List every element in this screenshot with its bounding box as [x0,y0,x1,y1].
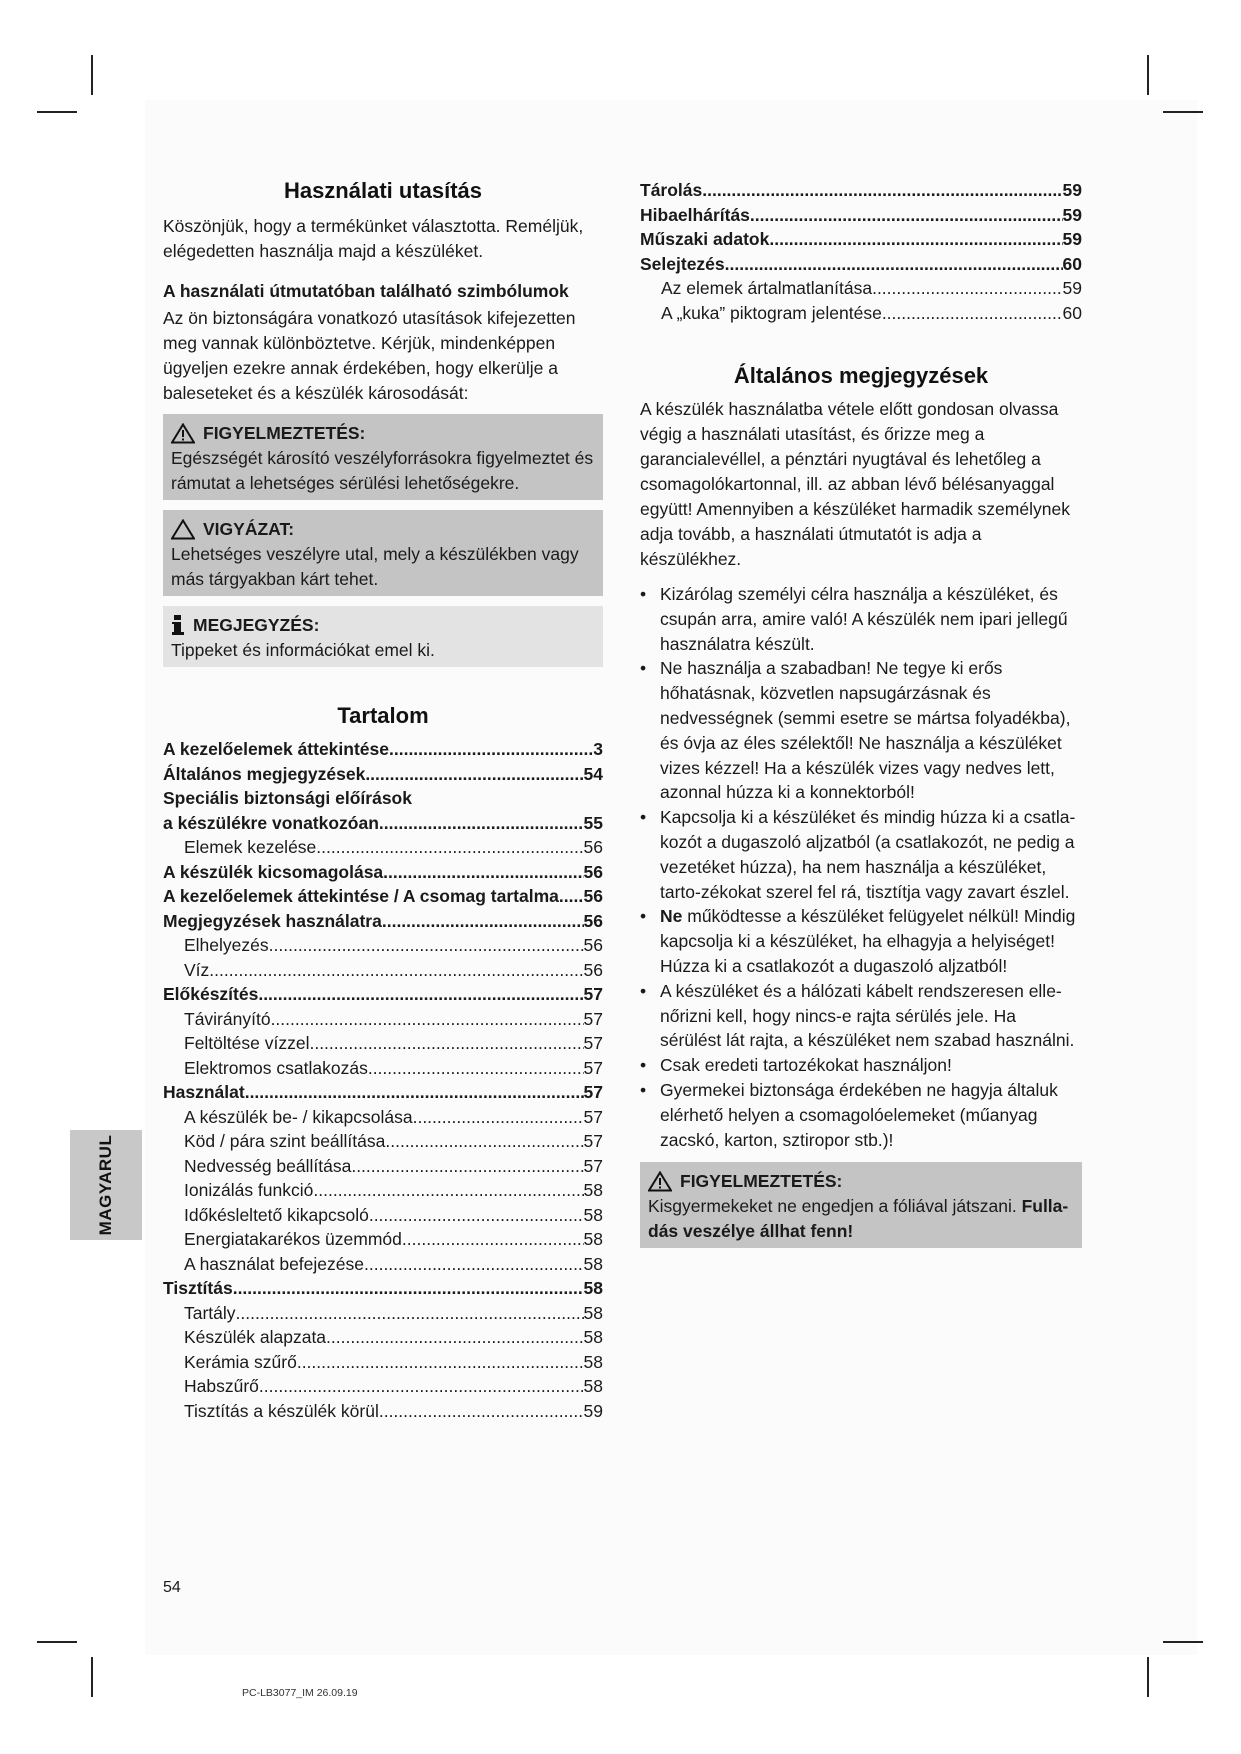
general-notes-text: A készülék használatba vétele előtt gondosan olvassa végig a használati utasítást, és őrizze meg a garancialevéllel, a pénztári nyugtával és lehetőleg a csomagolókartonnal, ill. az abban lévő bélésanyaggal együtt! Amennyiben a készüléket harmadik személynek adja tovább, a használati útmutatót is adja a készülékhez. [640,399,1070,569]
symbols-heading: A használati útmutatóban található szimbólumok [163,281,569,301]
left-column [163,178,603,1423]
toc-leader-dots [209,958,583,983]
toc-leader-dots [309,1031,583,1056]
toc-entry [640,276,1082,301]
toc-entry [163,1129,603,1154]
toc-entry [163,909,603,934]
toc-entry-label: A készülék be- / kikapcsolása [184,1106,413,1127]
toc-entry-page: 3 [593,739,603,759]
toc-entry-page: 58 [583,1204,603,1225]
toc-leader-dots [245,1080,584,1105]
toc-entry-label: Használat [163,1082,245,1102]
toc-entry [163,958,603,983]
toc-entry-page: 57 [583,1057,603,1078]
toc-entry-label: Időkésleltető kikapcsoló [184,1204,369,1225]
bullet-bold-word: Ne [660,906,683,927]
crop-mark [37,1641,77,1643]
toc-entry-page: 59 [1062,180,1082,200]
toc-leader-dots [233,1276,584,1301]
toc-entry-page: 58 [583,1376,603,1396]
toc-entry-page: 58 [583,1180,603,1200]
toc-entry [640,252,1082,277]
toc-entry-page: 57 [583,1008,603,1029]
toc-entry-page: 56 [583,910,603,931]
toc-entry-label: Tárolás [640,180,703,200]
bullet-item: • Kapcsolja ki a készüléket és mindig húzza ki a csatla-kozót a dugaszoló aljzatból (a csatlakozót, ne pedig a vezetéket húzza), ha nem használja a készüléket, tarto-zékokat szerel fel rá, tisztítja vagy zavart észlel. [640,805,1082,904]
toc-entry-page: 55 [583,812,603,833]
toc-entry [163,1031,603,1056]
toc-entry-page: 57 [583,1082,603,1102]
toc-entry [163,1301,603,1326]
warning-text-normal: Kisgyermekeket ne engedjen a fóliával játszani. [648,1196,1022,1217]
toc-entry [163,737,603,762]
page-title: Használati utasítás [283,178,483,203]
toc-entry-label: Hibaelhárítás [640,204,750,225]
toc-entry-page: 58 [583,1278,603,1298]
bullet-item: • Kizárólag személyi célra használja a készüléket, és csupán arra, amire való! A készülék nem ipari jellegű használatra készült. [640,582,1082,656]
intro-text: Köszönjük, hogy a termékünket választotta. Reméljük, elégedetten használja majd a készüléket. [163,216,584,261]
toc-entry [163,982,603,1007]
bullet-item: • Ne használja a szabadban! Ne tegye ki erős hőhatásnak, közvetlen napsugárzásnak és nedvességnek (semmi esetre se mártsa folyadékba), és óvja az éles szélektől! Ne használja a készüléket vizes kézzel! Ha a készülék vizes vagy nedves lett, azonnal húzza ki a konnektorból! [640,656,1082,805]
toc-leader-dots [364,1252,584,1277]
toc-entry-label: Készülék alapzata [184,1327,327,1347]
toc-entry-page: 57 [583,1033,603,1053]
toc-entry-page: 58 [583,1229,603,1249]
toc-list-left-b [163,811,603,1424]
toc-entry-page: 59 [1062,229,1082,249]
toc-leader-dots [769,227,1062,252]
right-column [640,178,1082,1248]
toc-entry-label: Általános megjegyzések [163,763,366,784]
warning-text: Egészségét károsító veszélyforrásokra figyelmeztet és rámutat a lehetséges sérülési lehetőségekre. [171,448,594,493]
toc-leader-dots [559,884,584,909]
warning-box-right [640,1162,1082,1248]
toc-leader-dots [750,203,1063,228]
toc-entry-page: 58 [583,1253,603,1274]
toc-leader-dots [379,811,584,836]
toc-entry [163,1105,603,1130]
language-side-tab [70,1130,142,1240]
crop-mark [91,55,93,95]
caution-title: VIGYÁZAT: [203,519,295,539]
toc-entry-label: Tisztítás [163,1278,233,1298]
page-number: 54 [163,1579,181,1596]
toc-entry [163,1227,603,1252]
toc-leader-dots [351,1154,583,1179]
toc-leader-dots [326,1325,583,1350]
toc-leader-dots [882,301,1063,326]
info-icon [171,614,185,636]
toc-leader-dots [413,1105,584,1130]
safety-bullet-list [640,582,1082,1152]
toc-leader-dots [872,276,1062,301]
toc-entry-label: A kezelőelemek áttekintése [163,739,389,759]
warning-triangle-icon [648,1171,672,1192]
bullet-item [640,904,1082,978]
toc-leader-dots [383,860,583,885]
toc-entry-page: 59 [1062,278,1082,298]
note-title: MEGJEGYZÉS: [193,615,320,635]
crop-mark [91,1657,93,1697]
warning-triangle-icon [171,423,195,444]
toc-entry [640,301,1082,326]
warning-box [163,414,603,500]
toc-leader-dots [702,178,1062,203]
toc-entry-label: Kerámia szűrő [184,1351,297,1372]
toc-entry-page: 58 [583,1327,603,1347]
toc-entry [640,203,1082,228]
toc-entry-label: Selejtezés [640,253,725,274]
toc-entry-label: A „kuka” piktogram jelentése [661,302,882,323]
toc-entry [163,860,603,885]
toc-leader-dots [258,982,583,1007]
toc-leader-dots [389,737,593,762]
toc-leader-dots [313,1178,583,1203]
caution-box [163,510,603,596]
toc-leader-dots [382,909,584,934]
toc-entry-page: 57 [583,984,603,1004]
toc-entry [163,1350,603,1375]
bullet-text: működtesse a készüléket felügyelet nélkül! Mindig kapcsolja ki a készüléket, ha elhagyja a helyiséget! Húzza ki a csatlakozót a dugaszoló aljzatból! [660,906,1076,976]
caution-text: Lehetséges veszélyre utal, mely a készülékben vagy más tárgyakban kárt tehet. [171,544,579,589]
crop-mark [37,111,77,113]
symbols-text: Az ön biztonságára vonatkozó utasítások kifejezetten meg vannak különböztetve. Kérjük, mindenképpen ügyeljen ezekre annak érdekében, hogy elkerülje a baleseteket és a készülék károsodását: [163,308,576,403]
toc-entry-label: Ionizálás funkció [184,1180,314,1200]
toc-entry [163,835,603,860]
toc-entry-page: 57 [583,1131,603,1151]
toc-entry-page: 60 [1062,253,1082,274]
toc-entry [163,1056,603,1081]
warning-title: FIGYELMEZTETÉS: [680,1171,843,1192]
language-label: MAGYARUL [96,1134,115,1236]
toc-leader-dots [385,1129,583,1154]
toc-entry-label: Elektromos csatlakozás [184,1057,368,1078]
toc-entry-label: Az elemek ártalmatlanítása [661,278,873,298]
toc-entry [163,1252,603,1277]
toc-entry [163,1080,603,1105]
toc-entry-label: Köd / pára szint beállítása [184,1131,386,1151]
crop-mark [1147,1657,1149,1697]
toc-entry [163,884,603,909]
toc-entry-label: A kezelőelemek áttekintése / A csomag tartalma [163,886,559,906]
toc-entry-label: Energiatakarékos üzemmód [184,1229,402,1249]
toc-leader-dots [402,1227,584,1252]
toc-entry-label: Megjegyzések használatra [163,910,382,931]
toc-list-left-a [163,737,603,786]
toc-entry-page: 59 [1062,204,1082,225]
toc-leader-dots [269,933,584,958]
toc-entry [640,178,1082,203]
warning-text [648,1194,1074,1244]
toc-entry-page: 54 [583,763,603,784]
toc-entry [163,1276,603,1301]
toc-entry-label: Nedvesség beállítása [184,1155,352,1176]
general-notes-title: Általános megjegyzések [733,363,989,388]
toc-entry-page: 56 [583,959,603,980]
toc-entry [163,1399,603,1424]
toc-leader-dots [236,1301,584,1326]
footer-code: PC-LB3077_IM 26.09.19 [242,1687,358,1699]
toc-entry-label: Feltöltése vízzel [184,1033,310,1053]
toc-entry-label: A használat befejezése [184,1253,364,1274]
toc-leader-dots [369,1203,584,1228]
toc-entry-page: 57 [583,1106,603,1127]
toc-entry [163,1154,603,1179]
crop-mark [1163,1641,1203,1643]
toc-entry-page: 57 [583,1155,603,1176]
toc-leader-dots [379,1399,584,1424]
toc-entry-page: 59 [583,1400,603,1421]
toc-entry-label: Habszűrő [184,1376,259,1396]
toc-entry [163,933,603,958]
toc-entry [163,1178,603,1203]
warning-title: FIGYELMEZTETÉS: [203,423,366,443]
toc-leader-dots [365,762,583,787]
toc-entry [640,227,1082,252]
toc-entry-label: Elhelyezés [184,935,269,955]
bullet-item: • Gyermekei biztonsága érdekében ne hagyja általuk elérhető helyen a csomagolóelemeket (műanyag zacskó, karton, sztiropor stb.)! [640,1078,1082,1152]
caution-triangle-icon [171,519,195,540]
toc-leader-dots [259,1374,584,1399]
toc-leader-dots [316,835,583,860]
note-box [163,606,603,667]
toc-entry-label: Speciális biztonsági előírások [163,788,412,808]
toc-entry [163,762,603,787]
bullet-item: • A készüléket és a hálózati kábelt rendszeresen elle-nőrizni kell, hogy nincs-e rajta sérülés jele. Ha sérülést lát rajta, a készüléket nem szabad használni. [640,979,1082,1053]
toc-entry-label: Műszaki adatok [640,229,770,249]
toc-leader-dots [368,1056,584,1081]
toc-entry-label: Elemek kezelése [184,837,317,857]
toc-entry-label: Víz [184,959,210,980]
toc-entry-page: 56 [583,886,603,906]
toc-entry-label: Előkészítés [163,984,259,1004]
toc-entry [163,1007,603,1032]
toc-entry-page: 60 [1062,302,1082,323]
toc-list-right [640,178,1082,325]
toc-entry [163,1325,603,1350]
note-text: Tippeket és információkat emel ki. [171,640,435,660]
toc-entry-label: a készülékre vonatkozóan [163,812,379,833]
toc-entry-page: 56 [583,935,603,955]
toc-title: Tartalom [337,703,429,728]
toc-entry-page: 58 [583,1351,603,1372]
toc-entry [163,1203,603,1228]
toc-entry-label: Távirányító [184,1008,271,1029]
toc-entry-page: 56 [583,837,603,857]
toc-entry-page: 56 [583,861,603,882]
crop-mark [1163,111,1203,113]
toc-entry [163,811,603,836]
crop-mark [1147,55,1149,95]
toc-entry-label: Tisztítás a készülék körül [184,1400,379,1421]
toc-leader-dots [725,252,1063,277]
toc-leader-dots [271,1007,584,1032]
toc-entry-label: A készülék kicsomagolása [163,861,384,882]
toc-entry-page: 58 [583,1302,603,1323]
toc-entry-label: Tartály [184,1302,236,1323]
bullet-item: • Csak eredeti tartozékokat használjon! [640,1053,1082,1078]
toc-leader-dots [297,1350,584,1375]
warning-text-bold: Fulla-dás veszélye állhat fenn! [648,1196,1069,1242]
toc-entry [163,1374,603,1399]
